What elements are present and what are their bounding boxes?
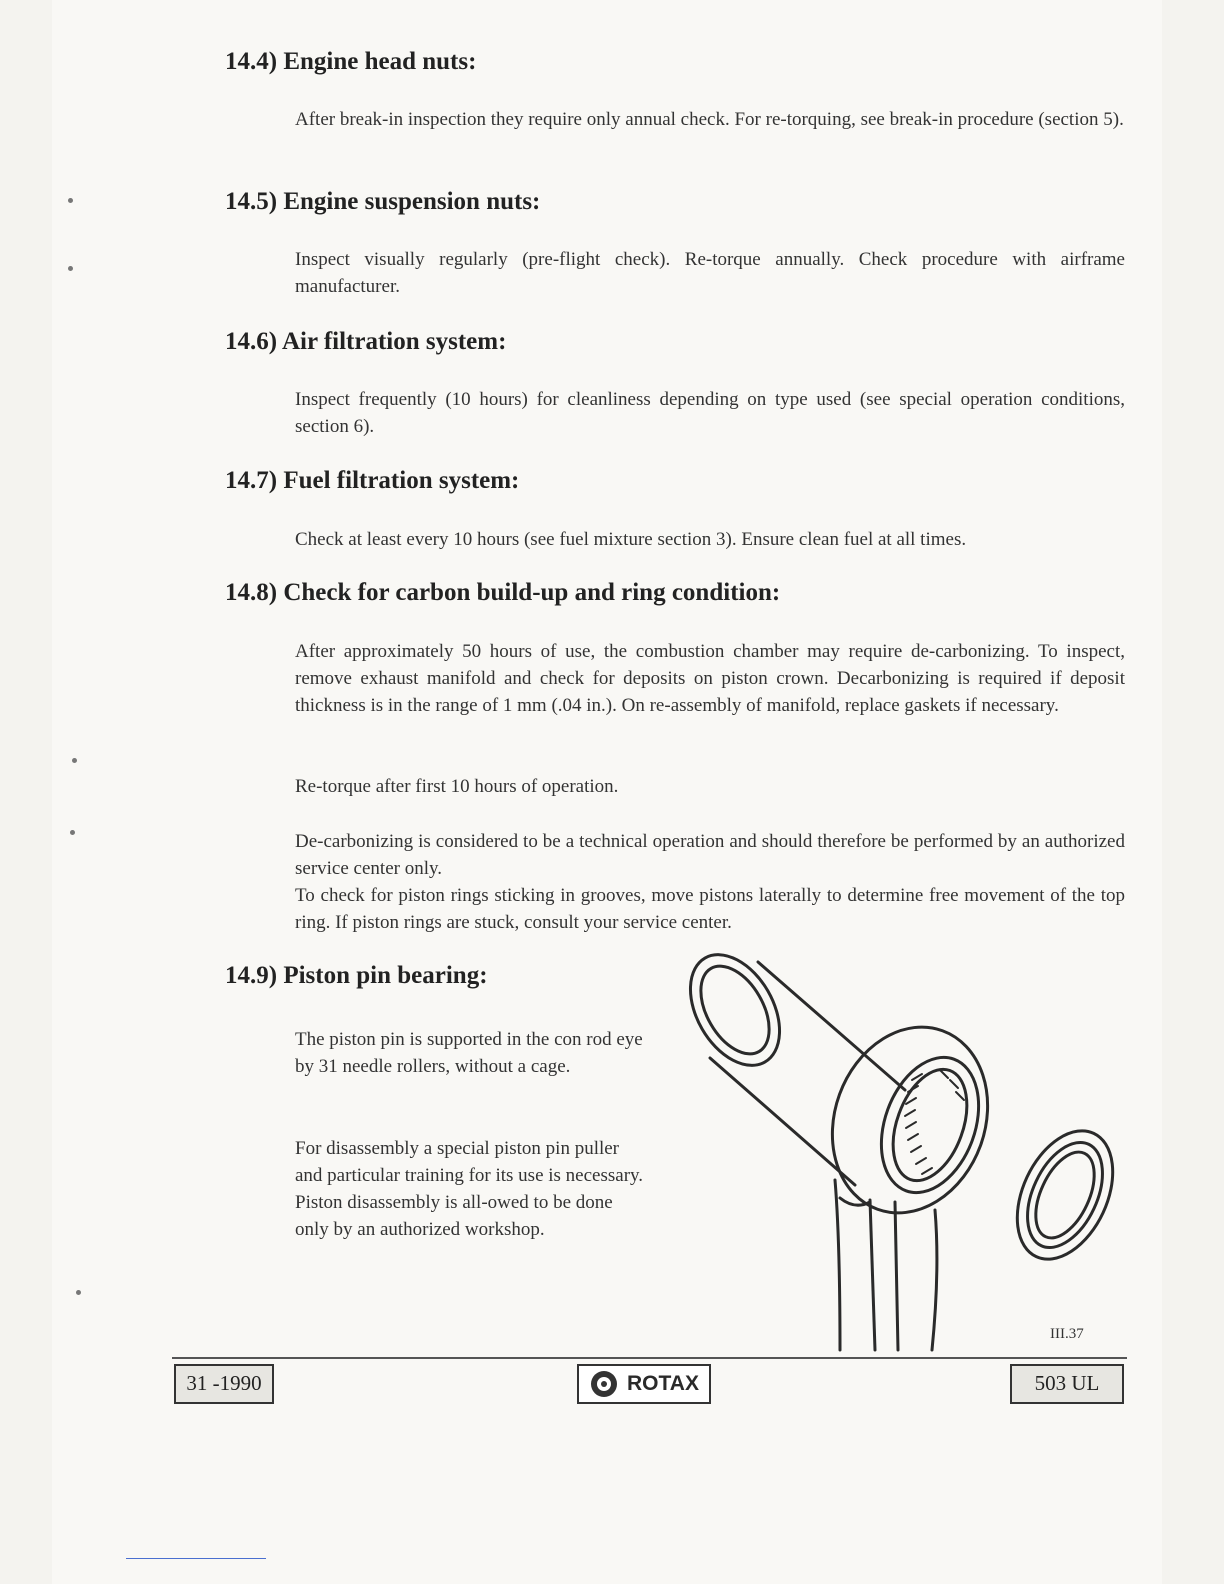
brand-name: ROTAX [627, 1372, 699, 1395]
margin-mark [72, 758, 77, 763]
section-title-carbon-build-up: 14.8) Check for carbon build-up and ring condition: [225, 579, 781, 606]
paragraph: De-carbonizing is considered to be a technical operation and should therefore be performed by an authorized service center only. [295, 831, 1125, 879]
section-title-engine-head-nuts: 14.4) Engine head nuts: [225, 48, 477, 75]
paragraph: After break-in inspection they require only annual check. For re-torquing, see break-in procedure (section 5). [295, 109, 1124, 130]
section-title-engine-suspension-nuts: 14.5) Engine suspension nuts: [225, 188, 541, 215]
paragraph: After approximately 50 hours of use, the combustion chamber may require de-carbonizing. To inspect, remove exhaust manifold and check for deposits on piston crown. Decarbonizing is required if deposit thickness is in the range of 1 mm (.04 in.). On re-assembly of manifold, replace gaskets if necessary. [295, 641, 1125, 716]
paragraph: Re-torque after first 10 hours of operation. [295, 776, 619, 797]
paragraph: Inspect visually regularly (pre-flight check). Re-torque annually. Check procedure with airframe manufacturer. [295, 249, 1125, 297]
footer-rule [172, 1357, 1127, 1359]
paragraph: The piston pin is supported in the con rod eye by 31 needle rollers, without a cage. [295, 1029, 643, 1077]
footer-model: 503 UL [1010, 1364, 1124, 1404]
margin-mark [68, 266, 73, 271]
section-title-piston-pin-bearing: 14.9) Piston pin bearing: [225, 962, 488, 989]
section-title-air-filtration: 14.6) Air filtration system: [225, 328, 507, 355]
paragraph: For disassembly a special piston pin puller and particular training for its use is necessary. Piston disassembly is all-owed to be done only by an authorized workshop. [295, 1138, 644, 1240]
margin-mark [70, 830, 75, 835]
paragraph: Inspect frequently (10 hours) for cleanliness depending on type used (see special operation conditions, section 6). [295, 389, 1125, 437]
section-title-fuel-filtration: 14.7) Fuel filtration system: [225, 467, 520, 494]
con-rod-needle-bearing-illustration [640, 940, 1130, 1360]
divider [126, 1558, 266, 1559]
paragraph: Check at least every 10 hours (see fuel mixture section 3). Ensure clean fuel at all times. [295, 529, 967, 550]
paragraph: To check for piston rings sticking in grooves, move pistons laterally to determine free movement of the top ring. If piston rings are stuck, consult your service center. [295, 885, 1125, 933]
margin-mark [76, 1290, 81, 1295]
footer-brand [577, 1364, 711, 1404]
figure-label: III.37 [1050, 1326, 1084, 1342]
footer-date: 31 -1990 [174, 1364, 274, 1404]
bombardier-logo-icon [589, 1369, 619, 1399]
margin-mark [68, 198, 73, 203]
